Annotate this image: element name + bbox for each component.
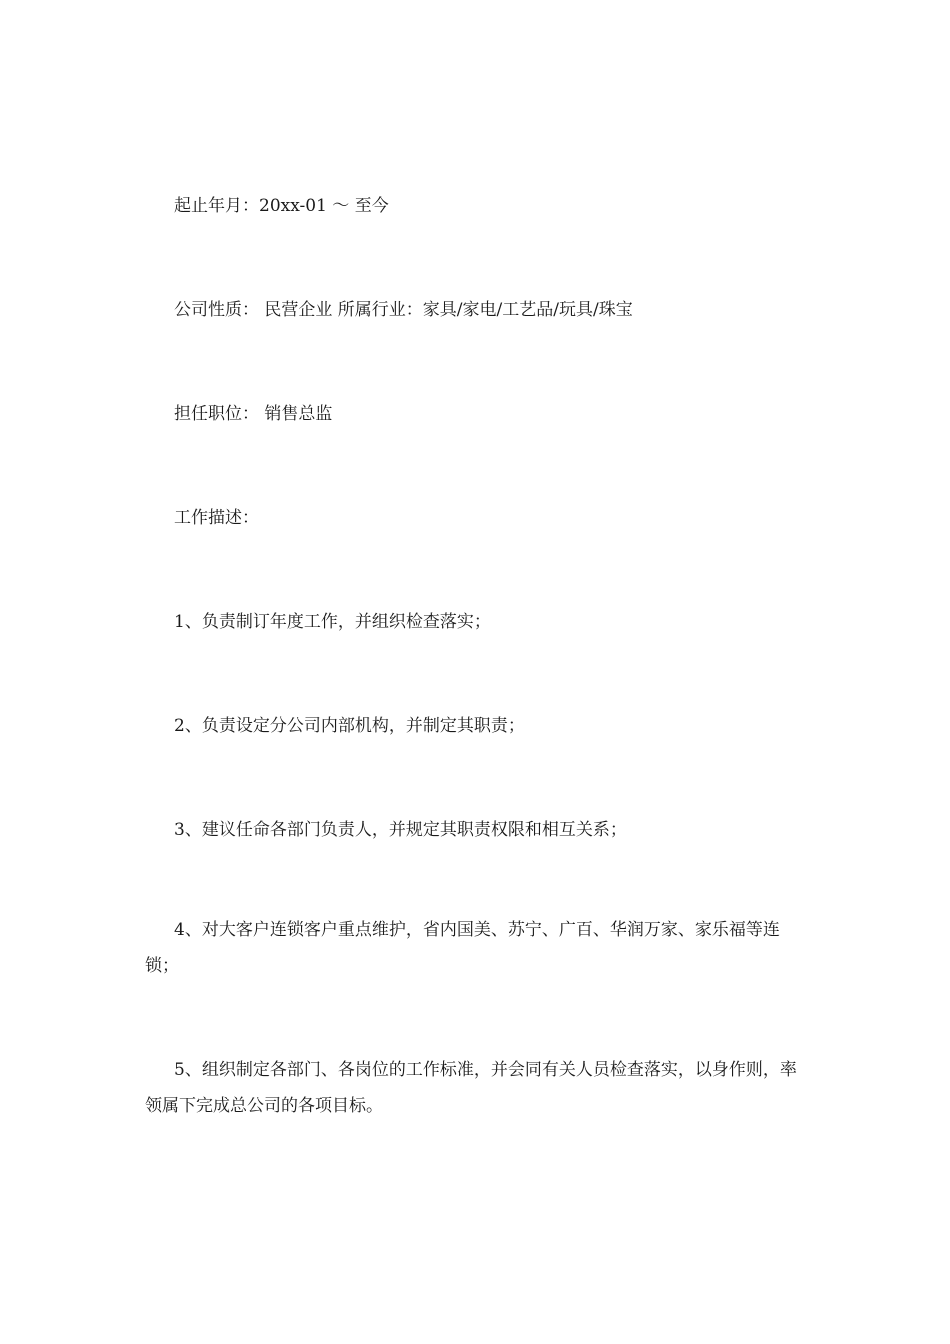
duty-item-2: 2、负责设定分公司内部机构，并制定其职责； — [174, 716, 525, 736]
employment-period: 起止年月：20xx-01 ～ 至今 — [174, 196, 389, 216]
duty-item-3: 3、建议任命各部门负责人，并规定其职责权限和相互关系； — [174, 820, 627, 840]
duty-item-1: 1、负责制订年度工作，并组织检查落实； — [174, 612, 491, 632]
job-description-heading: 工作描述： — [174, 508, 259, 528]
duty-item-5: 5、组织制定各部门、各岗位的工作标准，并会同有关人员检查落实，以身作则，率领属下完成总公司的各项目标。 — [145, 1060, 797, 1116]
duty-item-4: 4、对大客户连锁客户重点维护，省内国美、苏宁、广百、华润万家、家乐福等连锁； — [145, 920, 780, 976]
job-position: 担任职位： 销售总监 — [174, 404, 333, 424]
company-type-industry: 公司性质： 民营企业 所属行业：家具/家电/工艺品/玩具/珠宝 — [174, 300, 633, 320]
